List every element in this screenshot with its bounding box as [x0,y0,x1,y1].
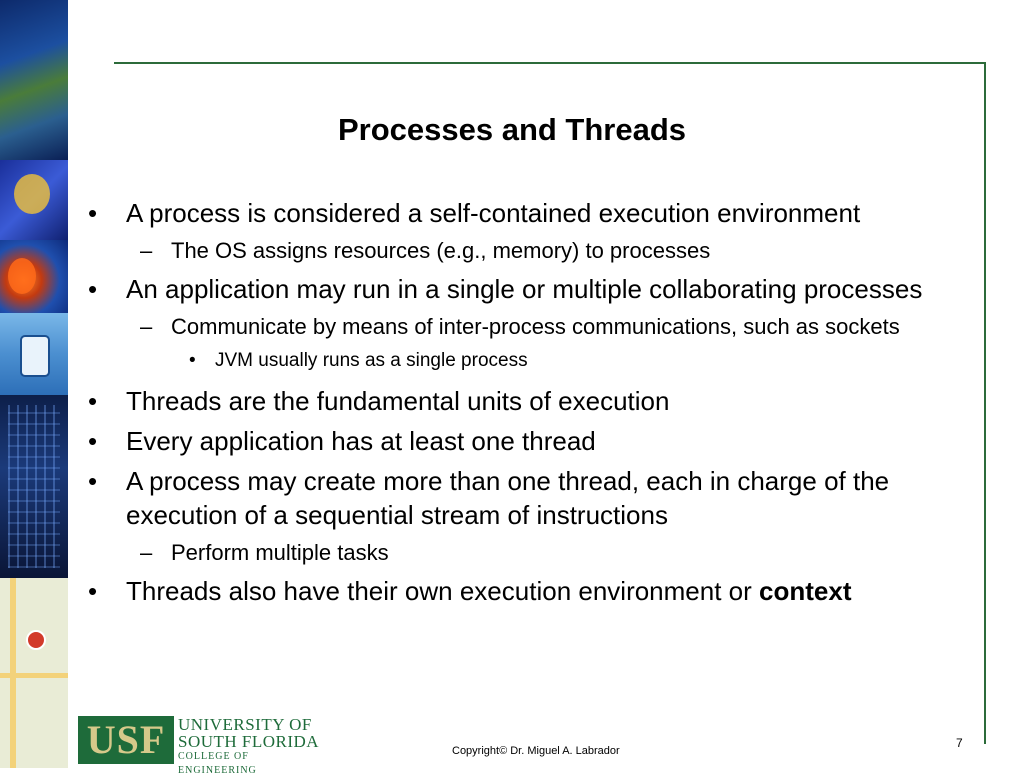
bullet-marker: • [88,576,98,606]
bullet-text: Communicate by means of inter-process communications, such as sockets [171,314,900,339]
bullet-level2 [90,236,950,266]
earth-map-image [0,0,68,160]
logo-line1: UNIVERSITY OF [178,715,312,734]
phone-image [0,313,68,395]
logo-line3: COLLEGE OF ENGINEERING [178,751,257,776]
usf-logo [78,715,320,776]
bullet-text: A process is considered a self-contained execution environment [126,198,861,228]
bullet-text: JVM usually runs as a single process [215,350,528,371]
bullet-text: The OS assigns resources (e.g., memory) to processes [171,238,711,263]
slide-title: Processes and Threads [337,112,687,147]
brain-scan-image [0,240,68,313]
bullet-marker: • [88,466,98,496]
bullet-level1 [90,574,950,608]
bullet-level1 [90,424,950,458]
bullet-level1 [90,464,950,532]
bullet-marker: • [88,386,98,416]
context-emphasis: context [759,576,852,606]
bullet-level1 [90,272,950,306]
usf-logo-mark: USF [78,716,174,764]
frame-right-line [984,62,986,744]
usf-logo-text [178,716,320,778]
dash-marker: – [140,314,153,339]
dash-marker: – [140,540,153,565]
bullet-level1 [90,196,950,230]
bullet-level3 [90,348,950,374]
bullet-text: An application may run in a single or multiple collaborating processes [126,274,923,304]
decorative-image-strip [0,0,68,768]
bullet-text: Threads are the fundamental units of execution [126,386,670,416]
satellite-dish-image [0,160,68,240]
street-map-image [0,578,68,768]
bullet-text: Threads also have their own execution environment or [126,576,760,606]
circuit-image [0,395,68,578]
bullet-text: A process may create more than one thread, each in charge of the execution of a sequential stream of instructions [126,466,890,530]
page-number: 7 [956,736,963,750]
bullet-level2 [90,312,950,342]
bullet-list [90,196,950,614]
bullet-marker: • [189,350,196,371]
frame-top-line [114,62,986,64]
bullet-marker: • [88,426,98,456]
dash-marker: – [140,238,153,263]
bullet-text: Every application has at least one thread [126,426,596,456]
logo-line2: SOUTH FLORIDA [178,732,320,751]
bullet-marker: • [88,198,98,228]
copyright-text: Copyright© Dr. Miguel A. Labrador [452,745,620,757]
bullet-text: Perform multiple tasks [171,540,389,565]
bullet-level2 [90,538,950,568]
bullet-level1 [90,384,950,418]
bullet-marker: • [88,274,98,304]
